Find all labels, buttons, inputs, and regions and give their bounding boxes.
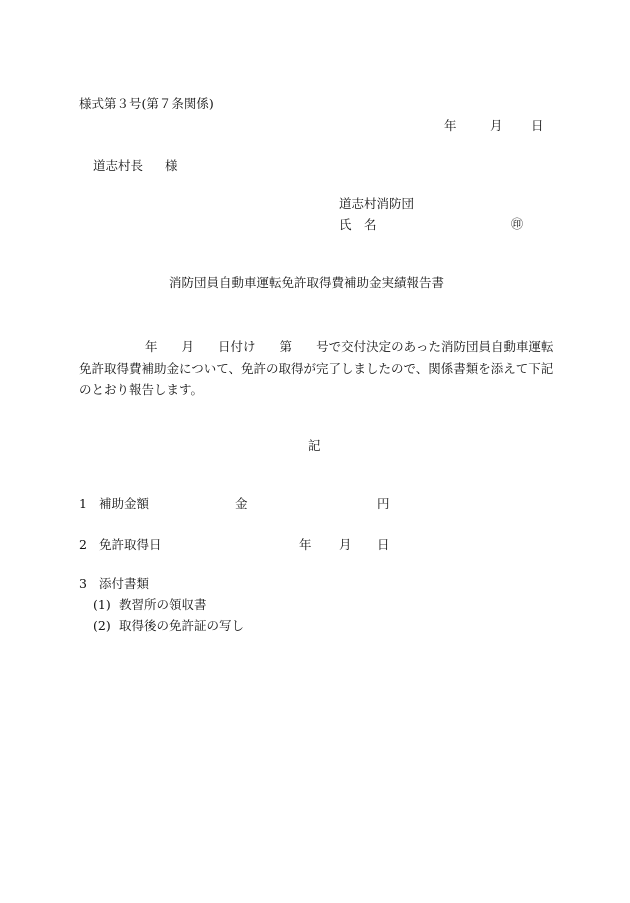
body-number-label: 第 <box>279 339 293 354</box>
license-month-label: 月 <box>339 537 352 552</box>
body-day-label: 日付け <box>218 339 256 354</box>
date-year-label: 年 <box>444 118 457 133</box>
addressee-name: 道志村長 <box>93 158 144 173</box>
body-main-text: 号で交付決定のあった消防団員自動車運転免許取得費補助金について、免許の取得が完了しましたので、関係書類を添えて下記のとおり報告します。 <box>79 339 554 397</box>
item-number: 2 <box>79 537 87 552</box>
amount-prefix: 金 <box>235 496 248 511</box>
sender-organization: 道志村消防団 <box>339 196 415 211</box>
item-number: 1 <box>79 496 87 511</box>
form-number: 様式第３号(第７条関係) <box>79 96 214 111</box>
attachment-text: 取得後の免許証の写し <box>119 618 245 633</box>
attachment-number: (2) <box>93 618 111 633</box>
license-day-label: 日 <box>377 537 390 552</box>
sender-name-row <box>339 219 529 232</box>
date-day-label: 日 <box>531 118 544 133</box>
addressee <box>93 160 178 173</box>
document-title: 消防団員自動車運転免許取得費補助金実績報告書 <box>169 275 445 290</box>
addressee-honorific: 様 <box>165 158 178 173</box>
body-month-label: 月 <box>181 339 195 354</box>
report-body-text <box>79 336 555 401</box>
item-license-date <box>79 539 390 552</box>
date-month-label: 月 <box>490 118 503 133</box>
item-label: 補助金額 <box>99 496 150 511</box>
body-year-label: 年 <box>145 339 158 354</box>
item-attachments <box>79 578 149 591</box>
item-label: 添付書類 <box>99 576 150 591</box>
item-number: 3 <box>79 576 87 591</box>
report-date-line <box>444 120 544 133</box>
license-year-label: 年 <box>299 537 312 552</box>
attachment-number: (1) <box>93 597 111 612</box>
item-label: 免許取得日 <box>99 537 162 552</box>
notes-heading: 記 <box>308 438 321 453</box>
attachment-text: 教習所の領収書 <box>119 597 207 612</box>
item-subsidy-amount <box>79 498 390 511</box>
attachment-item <box>93 620 244 633</box>
attachment-item <box>93 599 207 612</box>
sender-name-label: 氏 名 <box>339 217 377 232</box>
seal-mark-icon: ㊞ <box>511 217 524 231</box>
amount-unit: 円 <box>377 496 390 511</box>
